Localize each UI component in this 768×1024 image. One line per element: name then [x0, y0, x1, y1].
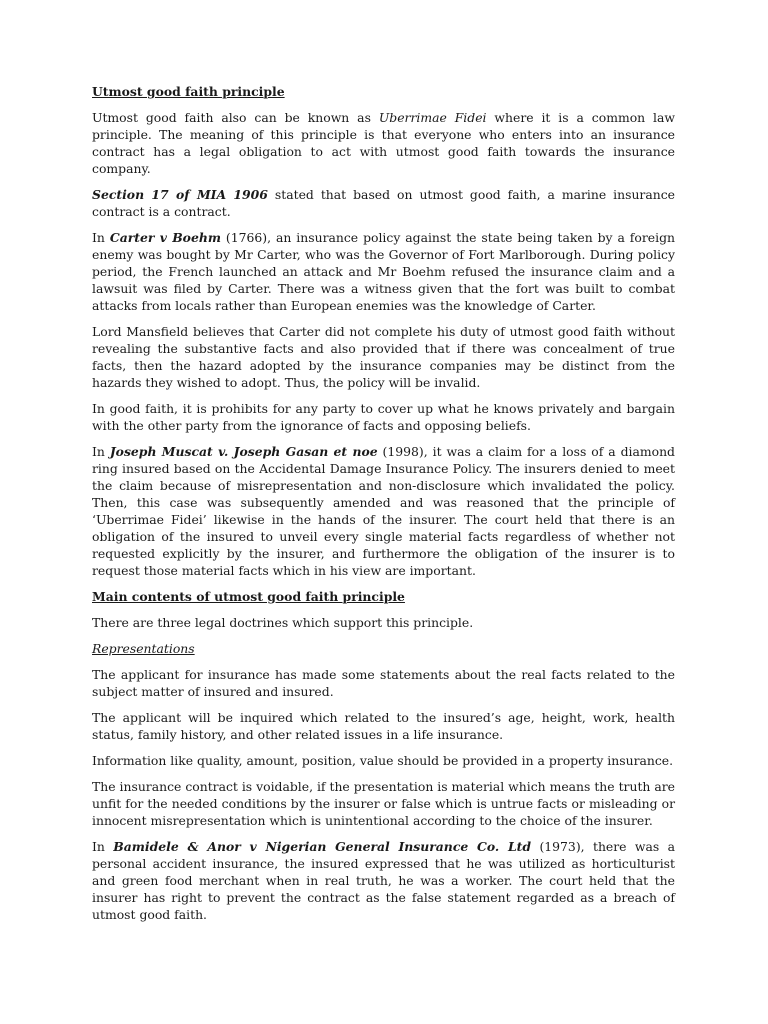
- case-name: Bamidele & Anor v Nigerian General Insurance Co. Ltd: [113, 839, 532, 854]
- paragraph-definition: [92, 109, 675, 177]
- paragraph-section-17: [92, 186, 675, 220]
- latin-term: Uberrimae Fidei: [378, 110, 487, 125]
- paragraph-text: (1766), an insurance policy against the state being taken by a foreign enemy was bought by Mr Carter, who was the Governor of Fort Marlborough. During policy period, the French launched an attack and Mr Boehm refused the insurance claim and a lawsuit was filed by Carter. There was a witness given that the fort was built to combat attacks from locals rather than European enemies was the knowledge of Carter.: [92, 230, 675, 313]
- paragraph-good-faith: In good faith, it is prohibits for any party to cover up what he knows privately and bargain with the other party from the ignorance of facts and opposing beliefs.: [92, 401, 675, 433]
- paragraph-lord-mansfield: Lord Mansfield believes that Carter did not complete his duty of utmost good faith without revealing the substantive facts and also provided that if there was concealment of true facts, then the hazard adopted by the insurance companies may be distinct from the hazards they wished to adopt. Thus, the policy will be invalid.: [92, 324, 675, 390]
- paragraph-property-insurance: Information like quality, amount, position, value should be provided in a property insurance.: [92, 753, 674, 768]
- paragraph-voidable: The insurance contract is voidable, if the presentation is material which means the truth are unfit for the needed conditions by the insurer or false which is untrue facts or misleading or innocent misrepresentation which is unintentional according to the choice of the insurer.: [92, 779, 675, 828]
- paragraph-text: where it is a common law principle. The meaning of this principle is that everyone who enters into an insurance contract has a legal obligation to act with utmost good faith towards the insurance company.: [92, 110, 675, 176]
- paragraph-bamidele: [92, 838, 675, 923]
- document-page: [92, 83, 675, 932]
- paragraph-text: In: [92, 230, 110, 245]
- statute-reference: Section 17 of MIA 1906: [92, 187, 268, 202]
- paragraph-carter-v-boehm: [92, 229, 675, 314]
- paragraph-muscat-v-gasan: [92, 443, 675, 579]
- paragraph-text: (1998), it was a claim for a loss of a diamond ring insured based on the Accidental Damage Insurance Policy. The insurers denied to meet the claim because of misrepresentation and non-disclosure which invalidated the policy. Then, this case was subsequently amended and was reasoned that the principle of ‘Uberrimae Fidei’ likewise in the hands of the insurer. The court held that there is an obligation of the insured to unveil every single material facts regardless of whether not requested explicitly by the insurer, and furthermore the obligation of the insurer is to request those material facts which in his view are important.: [92, 444, 675, 578]
- paragraph-text: In: [92, 444, 110, 459]
- section-heading: Main contents of utmost good faith principle: [92, 589, 405, 604]
- paragraph-text: Utmost good faith also can be known as: [92, 110, 379, 125]
- subheading-representations: Representations: [92, 641, 195, 656]
- paragraph-doctrines: There are three legal doctrines which support this principle.: [92, 615, 474, 630]
- paragraph-text: stated that based on utmost good faith, a marine insurance contract is a contract.: [92, 187, 675, 219]
- paragraph-statements: The applicant for insurance has made some statements about the real facts related to the subject matter of insured and insured.: [92, 667, 675, 699]
- paragraph-life-insurance: The applicant will be inquired which related to the insured’s age, height, work, health status, family history, and other related issues in a life insurance.: [92, 710, 675, 742]
- section-heading: Utmost good faith principle: [92, 84, 285, 99]
- case-name: Carter v Boehm: [109, 230, 221, 245]
- paragraph-text: In: [92, 839, 114, 854]
- paragraph-text: (1973), there was a personal accident insurance, the insured expressed that he was utilized as horticulturist and green food merchant when in real truth, he was a worker. The court held that the insurer has right to prevent the contract as the false statement regarded as a breach of utmost good faith.: [92, 839, 675, 922]
- case-name: Joseph Muscat v. Joseph Gasan et noe: [109, 444, 378, 459]
